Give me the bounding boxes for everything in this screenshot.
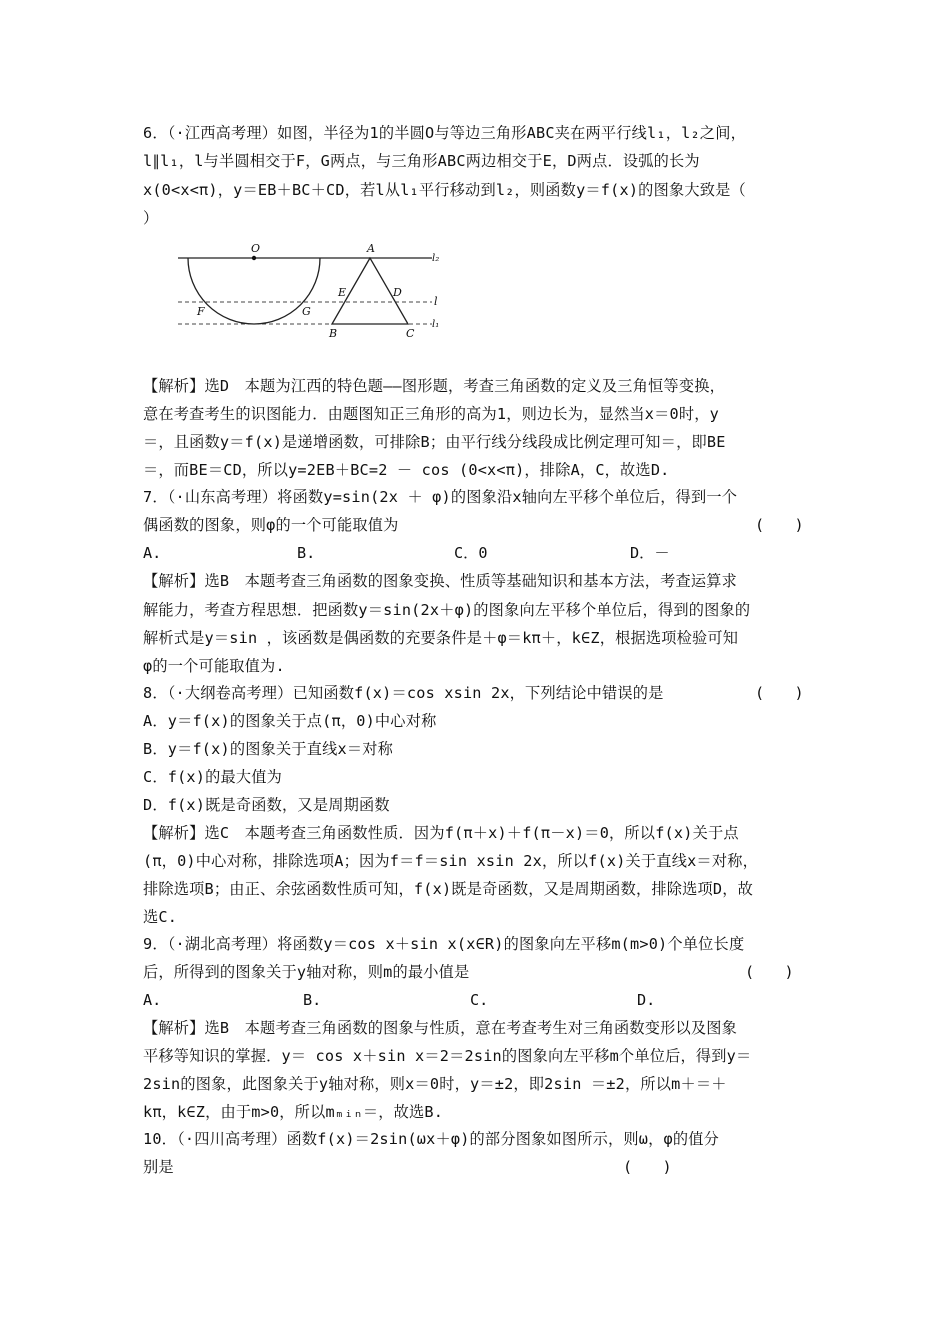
q7-answer-paren: ( ) bbox=[755, 516, 804, 534]
q8-answer-line-1: 【解析】选C 本题考查三角函数性质．因为f(π＋x)＋f(π－x)＝0，所以f(x)关于点 bbox=[143, 824, 739, 842]
q6-answer-line-4: ＝，而BE＝CD，所以y=2EB＋BC=2 － cos (0<x<π)，排除A，C，故选D. bbox=[143, 461, 670, 479]
q8-answer-line-3: 排除选项B；由正、余弦函数性质可知，f(x)既是奇函数，又是周期函数，排除选项D，故 bbox=[143, 880, 754, 898]
q8-answer-line-4: 选C. bbox=[143, 908, 178, 926]
q7-answer-line-2: 解能力，考查方程思想．把函数y＝sin(2x＋φ)的图象向左平移个单位后，得到的图象的 bbox=[143, 601, 751, 619]
q7-line-1: 7．（·山东高考理）将函数y=sin(2x ＋ φ)的图象沿x轴向左平移个单位后，得到一个 bbox=[143, 488, 738, 506]
q9-line-1: 9．（·湖北高考理）将函数y＝cos x＋sin x(x∈R)的图象向左平移m(m>0)个单位长度 bbox=[143, 935, 745, 953]
q6-line-1: 6．（·江西高考理）如图，半径为1的半圆O与等边三角形ABC夹在两平行线l₁，l₂之间， bbox=[143, 124, 746, 142]
q9-option-c: C. bbox=[470, 991, 489, 1009]
q9-answer-line-2: 平移等知识的掌握．y＝ cos x＋sin x＝2＝2sin的图象向左平移m个单位后，得到y＝ bbox=[143, 1047, 752, 1065]
label-E: E bbox=[338, 286, 347, 299]
q6-line-4: ） bbox=[143, 209, 159, 227]
q6-figure bbox=[172, 236, 472, 346]
q9-line-2: 后，所得到的图象关于y轴对称，则m的最小值是 bbox=[143, 963, 470, 981]
label-C: C bbox=[406, 327, 415, 340]
q9-option-d: D. bbox=[637, 991, 656, 1009]
q9-option-a: A. bbox=[143, 991, 162, 1009]
q10-line-2: 别是 bbox=[143, 1158, 174, 1176]
label-D: D bbox=[393, 286, 402, 299]
q6-line-3: x(0<x<π)，y＝EB＋BC＋CD，若l从l₁平行移动到l₂，则函数y＝f(x)的图象大致是（ bbox=[143, 181, 746, 199]
q7-option-d: D．－ bbox=[630, 544, 670, 562]
label-O: O bbox=[251, 242, 261, 255]
q8-line-1: 8．（·大纲卷高考理）已知函数f(x)＝cos xsin 2x，下列结论中错误的是 bbox=[143, 684, 664, 702]
q7-answer-line-1: 【解析】选B 本题考查三角函数的图象变换、性质等基础知识和基本方法，考查运算求 bbox=[143, 572, 738, 590]
center-point-O bbox=[252, 256, 256, 260]
q7-option-b: B. bbox=[297, 544, 316, 562]
q7-line-2: 偶函数的图象，则φ的一个可能取值为 bbox=[143, 516, 399, 534]
q9-option-b: B. bbox=[303, 991, 322, 1009]
semicircle bbox=[188, 258, 320, 324]
label-F: F bbox=[197, 305, 205, 318]
label-A: A bbox=[367, 242, 375, 255]
q9-answer-paren: ( ) bbox=[745, 963, 794, 981]
q9-answer-line-3: 2sin的图象，此图象关于y轴对称，则x＝0时，y＝±2，即2sin ＝±2，所以m＋＝＋ bbox=[143, 1075, 727, 1093]
q6-answer-line-1: 【解析】选D 本题为江西的特色题——图形题，考查三角函数的定义及三角恒等变换， bbox=[143, 377, 725, 395]
q7-answer-line-3: 解析式是y＝sin ，该函数是偶函数的充要条件是＋φ＝kπ＋，k∈Z，根据选项检验可知 bbox=[143, 629, 739, 647]
q6-answer-line-3: ＝，且函数y＝f(x)是递增函数，可排除B；由平行线分线段成比例定理可知＝，即BE bbox=[143, 433, 726, 451]
q9-answer-line-1: 【解析】选B 本题考查三角函数的图象与性质，意在考查考生对三角函数变形以及图象 bbox=[143, 1019, 738, 1037]
q6-answer-line-2: 意在考查考生的识图能力．由题图知正三角形的高为1，则边长为，显然当x＝0时，y bbox=[143, 405, 719, 423]
q6-line-2: l∥l₁，l与半圆相交于F，G两点，与三角形ABC两边相交于E，D两点．设弧的长为 bbox=[143, 152, 700, 170]
label-l: l bbox=[434, 295, 438, 308]
label-B: B bbox=[329, 327, 338, 340]
q8-option-b: B．y＝f(x)的图象关于直线x＝对称 bbox=[143, 740, 394, 758]
label-G: G bbox=[302, 305, 311, 318]
q8-option-c: C．f(x)的最大值为 bbox=[143, 768, 283, 786]
q8-answer-line-2: (π，0)中心对称，排除选项A；因为f＝f＝sin xsin 2x，所以f(x)关于直线x＝对称， bbox=[143, 852, 758, 870]
label-l2: l₂ bbox=[432, 253, 440, 264]
q7-answer-line-4: φ的一个可能取值为. bbox=[143, 657, 285, 675]
q9-answer-line-4: kπ，k∈Z，由于m>0，所以mₘᵢₙ＝，故选B. bbox=[143, 1103, 444, 1121]
q7-option-c: C．0 bbox=[454, 544, 488, 562]
q10-line-1: 10．（·四川高考理）函数f(x)＝2sin(ωx＋φ)的部分图象如图所示，则ω，φ的值分 bbox=[143, 1130, 720, 1148]
q8-option-d: D．f(x)既是奇函数，又是周期函数 bbox=[143, 796, 390, 814]
q7-option-a: A. bbox=[143, 544, 162, 562]
q10-answer-paren: ( ) bbox=[623, 1158, 672, 1176]
q8-answer-paren: ( ) bbox=[755, 684, 804, 702]
q8-option-a: A．y＝f(x)的图象关于点(π，0)中心对称 bbox=[143, 712, 437, 730]
label-l1: l₁ bbox=[432, 319, 440, 330]
